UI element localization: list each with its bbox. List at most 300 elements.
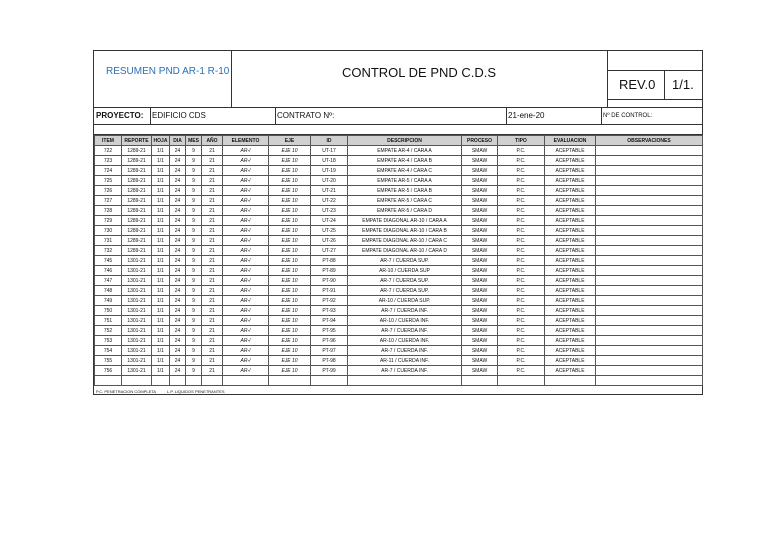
table-cell: 1289-21 (122, 186, 152, 196)
table-cell: ACEPTABLE (545, 226, 596, 236)
table-row (95, 186, 703, 196)
table-cell: 749 (95, 296, 122, 306)
table-cell: 21 (202, 276, 223, 286)
table-cell: 1/1 (152, 206, 170, 216)
table-cell: UT-24 (311, 216, 348, 226)
table-cell: 1301-21 (122, 306, 152, 316)
table-cell (596, 186, 703, 196)
table-cell: ACEPTABLE (545, 296, 596, 306)
table-cell: EJE 10 (269, 276, 311, 286)
table-cell: EMPATE AR-4 / CARA B (348, 156, 462, 166)
table-cell: P.C. (498, 146, 545, 156)
column-header: REPORTE (122, 136, 152, 146)
document-sheet (93, 50, 703, 395)
table-cell: EJE 10 (269, 266, 311, 276)
table-cell: 21 (202, 166, 223, 176)
table-cell: 730 (95, 226, 122, 236)
table-cell: 1/1 (152, 156, 170, 166)
table-cell (95, 376, 122, 386)
column-header: PROCESO (462, 136, 498, 146)
table-cell: 750 (95, 306, 122, 316)
page-cell (664, 70, 702, 100)
table-cell: ACEPTABLE (545, 146, 596, 156)
table-cell: 1/1 (152, 346, 170, 356)
table-cell (596, 306, 703, 316)
table-cell: 751 (95, 316, 122, 326)
table-cell: 1/1 (152, 236, 170, 246)
table-cell: PT-90 (311, 276, 348, 286)
table-cell (596, 246, 703, 256)
table-cell: P.C. (498, 206, 545, 216)
table-cell: PT-95 (311, 326, 348, 336)
table-cell: PT-88 (311, 256, 348, 266)
table-cell: EJE 10 (269, 226, 311, 236)
table-cell: EJE 10 (269, 296, 311, 306)
table-cell: AR-/ (223, 186, 269, 196)
table-cell: P.C. (498, 286, 545, 296)
column-header: EJE (269, 136, 311, 146)
table-cell (596, 156, 703, 166)
table-cell: EJE 10 (269, 206, 311, 216)
table-cell (596, 166, 703, 176)
table-cell (596, 176, 703, 186)
table-cell: AR-/ (223, 296, 269, 306)
table-cell: 24 (170, 156, 186, 166)
table-cell: UT-17 (311, 146, 348, 156)
inspection-table (94, 135, 703, 386)
table-cell: 1301-21 (122, 286, 152, 296)
table-row (95, 286, 703, 296)
table-cell: 9 (186, 316, 202, 326)
table-cell: 1/1 (152, 326, 170, 336)
table-cell (596, 266, 703, 276)
table-cell (596, 286, 703, 296)
table-cell: 1/1 (152, 366, 170, 376)
column-header: AÑO (202, 136, 223, 146)
table-cell: 24 (170, 336, 186, 346)
table-cell: P.C. (498, 156, 545, 166)
table-cell: 9 (186, 236, 202, 246)
column-header: TIPO (498, 136, 545, 146)
table-cell: 1301-21 (122, 296, 152, 306)
table-cell (348, 376, 462, 386)
table-cell: 24 (170, 266, 186, 276)
table-cell: 21 (202, 256, 223, 266)
table-cell (596, 296, 703, 306)
column-header: ID (311, 136, 348, 146)
table-cell: AR-10 / CUERDA SUP. (348, 296, 462, 306)
table-cell: 9 (186, 256, 202, 266)
table-cell: P.C. (498, 306, 545, 316)
table-cell: 746 (95, 266, 122, 276)
table-row (95, 146, 703, 156)
table-cell: 728 (95, 206, 122, 216)
table-cell (596, 276, 703, 286)
table-cell: SMAW (462, 226, 498, 236)
table-cell (462, 376, 498, 386)
table-cell (596, 196, 703, 206)
table-cell: AR-/ (223, 336, 269, 346)
table-cell (269, 376, 311, 386)
table-cell: EMPATE AR-5 / CARA A (348, 176, 462, 186)
table-cell: 724 (95, 166, 122, 176)
table-cell: EJE 10 (269, 176, 311, 186)
table-cell: 9 (186, 326, 202, 336)
table-cell: EJE 10 (269, 146, 311, 156)
table-cell: 24 (170, 366, 186, 376)
table-cell (202, 376, 223, 386)
table-cell: AR-/ (223, 326, 269, 336)
table-cell: 9 (186, 206, 202, 216)
table-cell: UT-20 (311, 176, 348, 186)
table-cell: P.C. (498, 186, 545, 196)
table-cell: 1/1 (152, 166, 170, 176)
table-cell: AR-7 / CUERDA SUP. (348, 286, 462, 296)
table-cell: AR-7 / CUERDA SUP. (348, 256, 462, 266)
table-row (95, 216, 703, 226)
table-cell: 24 (170, 236, 186, 246)
table-cell: 21 (202, 186, 223, 196)
table-cell: EMPATE DIAGONAL AR-10 / CARA A (348, 216, 462, 226)
table-cell: PT-96 (311, 336, 348, 346)
table-cell: SMAW (462, 206, 498, 216)
project-info-row (94, 108, 702, 125)
table-cell: 1/1 (152, 226, 170, 236)
table-cell: 21 (202, 226, 223, 236)
table-row (95, 356, 703, 366)
table-cell (596, 256, 703, 266)
table-cell: ACEPTABLE (545, 196, 596, 206)
table-cell: UT-25 (311, 226, 348, 236)
table-cell (545, 376, 596, 386)
table-cell: SMAW (462, 356, 498, 366)
table-cell: SMAW (462, 216, 498, 226)
table-cell (596, 226, 703, 236)
table-cell: EMPATE AR-5 / CARA D (348, 206, 462, 216)
table-cell: 21 (202, 176, 223, 186)
document-header (94, 51, 702, 108)
table-cell: SMAW (462, 246, 498, 256)
table-cell: 1289-21 (122, 216, 152, 226)
table-cell: 755 (95, 356, 122, 366)
table-cell (596, 356, 703, 366)
table-cell: EJE 10 (269, 356, 311, 366)
table-cell: ACEPTABLE (545, 366, 596, 376)
table-cell: 1301-21 (122, 316, 152, 326)
table-cell: EMPATE AR-4 / CARA C (348, 166, 462, 176)
table-cell: SMAW (462, 306, 498, 316)
table-cell: P.C. (498, 216, 545, 226)
table-cell: AR-/ (223, 266, 269, 276)
table-cell (596, 206, 703, 216)
table-cell: ACEPTABLE (545, 356, 596, 366)
table-cell: ACEPTABLE (545, 176, 596, 186)
table-cell: EJE 10 (269, 286, 311, 296)
table-cell (170, 376, 186, 386)
footer-legend (96, 389, 225, 394)
table-cell: 24 (170, 216, 186, 226)
table-cell: 21 (202, 196, 223, 206)
table-cell: 1/1 (152, 146, 170, 156)
column-header: EVALUACION (545, 136, 596, 146)
table-row (95, 166, 703, 176)
table-cell: 21 (202, 236, 223, 246)
table-row (95, 196, 703, 206)
table-cell: P.C. (498, 346, 545, 356)
table-cell: 1/1 (152, 296, 170, 306)
table-cell: EMPATE AR-5 / CARA B (348, 186, 462, 196)
table-cell: EMPATE DIAGONAL AR-10 / CARA D (348, 246, 462, 256)
table-cell: P.C. (498, 316, 545, 326)
table-cell: P.C. (498, 336, 545, 346)
table-cell: ACEPTABLE (545, 346, 596, 356)
project-value: EDIFICIO CDS (152, 111, 206, 120)
table-cell: P.C. (498, 256, 545, 266)
table-cell: SMAW (462, 236, 498, 246)
table-cell: ACEPTABLE (545, 236, 596, 246)
table-cell: AR-/ (223, 316, 269, 326)
table-cell: 24 (170, 306, 186, 316)
table-cell: 21 (202, 156, 223, 166)
contract-label: CONTRATO Nº: (277, 111, 335, 120)
table-cell: 9 (186, 186, 202, 196)
table-cell: AR-7 / CUERDA INF. (348, 346, 462, 356)
table-cell: 1289-21 (122, 236, 152, 246)
table-row (95, 156, 703, 166)
table-cell: EJE 10 (269, 216, 311, 226)
table-cell: AR-/ (223, 146, 269, 156)
table-cell: 9 (186, 156, 202, 166)
table-cell: ACEPTABLE (545, 206, 596, 216)
table-cell: P.C. (498, 326, 545, 336)
table-cell: 21 (202, 216, 223, 226)
table-cell: 725 (95, 176, 122, 186)
table-cell: UT-19 (311, 166, 348, 176)
table-cell: 1301-21 (122, 276, 152, 286)
table-cell: 21 (202, 346, 223, 356)
table-cell: SMAW (462, 196, 498, 206)
table-cell: 1301-21 (122, 326, 152, 336)
table-cell: 21 (202, 366, 223, 376)
table-cell: 24 (170, 246, 186, 256)
table-row (95, 176, 703, 186)
table-cell: 727 (95, 196, 122, 206)
table-cell: 745 (95, 256, 122, 266)
table-cell: P.C. (498, 356, 545, 366)
table-cell: 1289-21 (122, 206, 152, 216)
table-cell: SMAW (462, 346, 498, 356)
table-cell: 1301-21 (122, 356, 152, 366)
table-cell: 21 (202, 296, 223, 306)
table-cell (498, 376, 545, 386)
table-header-row (95, 136, 703, 146)
table-cell: ACEPTABLE (545, 276, 596, 286)
page-number: 1/1. (672, 77, 694, 92)
column-header: ITEM (95, 136, 122, 146)
table-cell: 24 (170, 286, 186, 296)
table-cell: 1/1 (152, 196, 170, 206)
table-cell (596, 236, 703, 246)
table-cell: ACEPTABLE (545, 316, 596, 326)
table-cell: 1/1 (152, 286, 170, 296)
table-cell: 1301-21 (122, 256, 152, 266)
table-cell: SMAW (462, 296, 498, 306)
table-cell: ACEPTABLE (545, 336, 596, 346)
table-cell: AR-7 / CUERDA INF. (348, 306, 462, 316)
table-cell (596, 216, 703, 226)
table-cell: 9 (186, 216, 202, 226)
table-cell: P.C. (498, 236, 545, 246)
table-row (95, 266, 703, 276)
table-cell: EJE 10 (269, 196, 311, 206)
table-cell: 21 (202, 306, 223, 316)
column-header: OBSERVACIONES (596, 136, 703, 146)
table-cell: AR-7 / CUERDA INF. (348, 366, 462, 376)
table-cell: AR-/ (223, 256, 269, 266)
table-cell: ACEPTABLE (545, 166, 596, 176)
table-cell: P.C. (498, 266, 545, 276)
table-cell: P.C. (498, 226, 545, 236)
table-cell: 1/1 (152, 216, 170, 226)
table-cell: 21 (202, 286, 223, 296)
table-cell: 24 (170, 326, 186, 336)
table-cell: AR-/ (223, 236, 269, 246)
table-cell: AR-/ (223, 226, 269, 236)
table-cell: EJE 10 (269, 166, 311, 176)
table-cell: 1289-21 (122, 176, 152, 186)
table-cell: EJE 10 (269, 246, 311, 256)
table-cell: AR-7 / CUERDA INF. (348, 326, 462, 336)
table-cell: AR-/ (223, 206, 269, 216)
table-cell: 9 (186, 266, 202, 276)
table-cell: 1289-21 (122, 196, 152, 206)
table-cell: 9 (186, 226, 202, 236)
table-row (95, 326, 703, 336)
table-cell: EMPATE AR-5 / CARA C (348, 196, 462, 206)
table-cell: 21 (202, 146, 223, 156)
table-cell: SMAW (462, 366, 498, 376)
table-cell: PT-97 (311, 346, 348, 356)
control-number-label: Nº DE CONTROL: (603, 113, 653, 119)
table-cell: P.C. (498, 296, 545, 306)
table-cell: 24 (170, 356, 186, 366)
table-row (95, 206, 703, 216)
table-cell: 9 (186, 276, 202, 286)
legend-lp: L.P. LIQUIDOS PENETRANTES (167, 389, 225, 394)
table-row (95, 226, 703, 236)
table-cell: SMAW (462, 146, 498, 156)
table-cell: AR-/ (223, 166, 269, 176)
table-cell: 9 (186, 356, 202, 366)
table-cell: 21 (202, 316, 223, 326)
table-cell: AR-10 / CUERDA INF. (348, 336, 462, 346)
table-cell: 729 (95, 216, 122, 226)
table-cell: P.C. (498, 176, 545, 186)
table-cell (596, 146, 703, 156)
table-cell: SMAW (462, 166, 498, 176)
table-cell: 24 (170, 316, 186, 326)
table-cell: 24 (170, 176, 186, 186)
table-cell: AR-11 / CUERDA INF. (348, 356, 462, 366)
table-cell: PT-93 (311, 306, 348, 316)
table-cell: 9 (186, 306, 202, 316)
table-cell: AR-/ (223, 356, 269, 366)
table-cell: 21 (202, 356, 223, 366)
table-cell (596, 346, 703, 356)
table-row (95, 246, 703, 256)
table-cell: 1/1 (152, 276, 170, 286)
table-cell: 24 (170, 186, 186, 196)
table-cell: 1/1 (152, 316, 170, 326)
table-cell: 1301-21 (122, 266, 152, 276)
table-cell: 756 (95, 366, 122, 376)
table-cell: 726 (95, 186, 122, 196)
table-cell: 9 (186, 296, 202, 306)
table-cell: AR-/ (223, 366, 269, 376)
table-cell: ACEPTABLE (545, 326, 596, 336)
table-cell: 1301-21 (122, 366, 152, 376)
table-cell: 1289-21 (122, 166, 152, 176)
table-cell: EJE 10 (269, 156, 311, 166)
table-cell: 723 (95, 156, 122, 166)
table-cell: 752 (95, 326, 122, 336)
table-cell: 1/1 (152, 356, 170, 366)
table-cell: SMAW (462, 316, 498, 326)
table-cell: 24 (170, 256, 186, 266)
table-cell: ACEPTABLE (545, 286, 596, 296)
table-cell (596, 376, 703, 386)
table-cell (596, 316, 703, 326)
table-cell: 1/1 (152, 186, 170, 196)
table-cell: EJE 10 (269, 256, 311, 266)
table-cell (596, 336, 703, 346)
table-cell: P.C. (498, 276, 545, 286)
table-cell: ACEPTABLE (545, 266, 596, 276)
table-cell: ACEPTABLE (545, 306, 596, 316)
table-cell: ACEPTABLE (545, 156, 596, 166)
table-cell: 1289-21 (122, 156, 152, 166)
table-cell: EJE 10 (269, 316, 311, 326)
table-row (95, 306, 703, 316)
project-label: PROYECTO: (96, 111, 144, 120)
table-cell: 1289-21 (122, 146, 152, 156)
table-cell: EJE 10 (269, 346, 311, 356)
table-cell: SMAW (462, 176, 498, 186)
table-cell: AR-10 / CUERDA INF. (348, 316, 462, 326)
report-date: 21-ene-20 (508, 111, 545, 120)
table-row (95, 336, 703, 346)
table-cell: 21 (202, 326, 223, 336)
table-cell: EJE 10 (269, 326, 311, 336)
table-cell: PT-91 (311, 286, 348, 296)
table-cell: AR-10 / CUERDA SUP (348, 266, 462, 276)
table-cell: 754 (95, 346, 122, 356)
column-header: MES (186, 136, 202, 146)
table-cell: EJE 10 (269, 336, 311, 346)
table-cell: UT-26 (311, 236, 348, 246)
table-cell: 732 (95, 246, 122, 256)
table-cell: SMAW (462, 186, 498, 196)
table-cell: P.C. (498, 246, 545, 256)
table-cell: AR-/ (223, 346, 269, 356)
column-header: DESCRIPCION (348, 136, 462, 146)
table-cell: ACEPTABLE (545, 186, 596, 196)
column-header: HOJA (152, 136, 170, 146)
table-cell: UT-27 (311, 246, 348, 256)
spacer-row (94, 125, 702, 135)
table-cell (152, 376, 170, 386)
table-cell: 1/1 (152, 336, 170, 346)
